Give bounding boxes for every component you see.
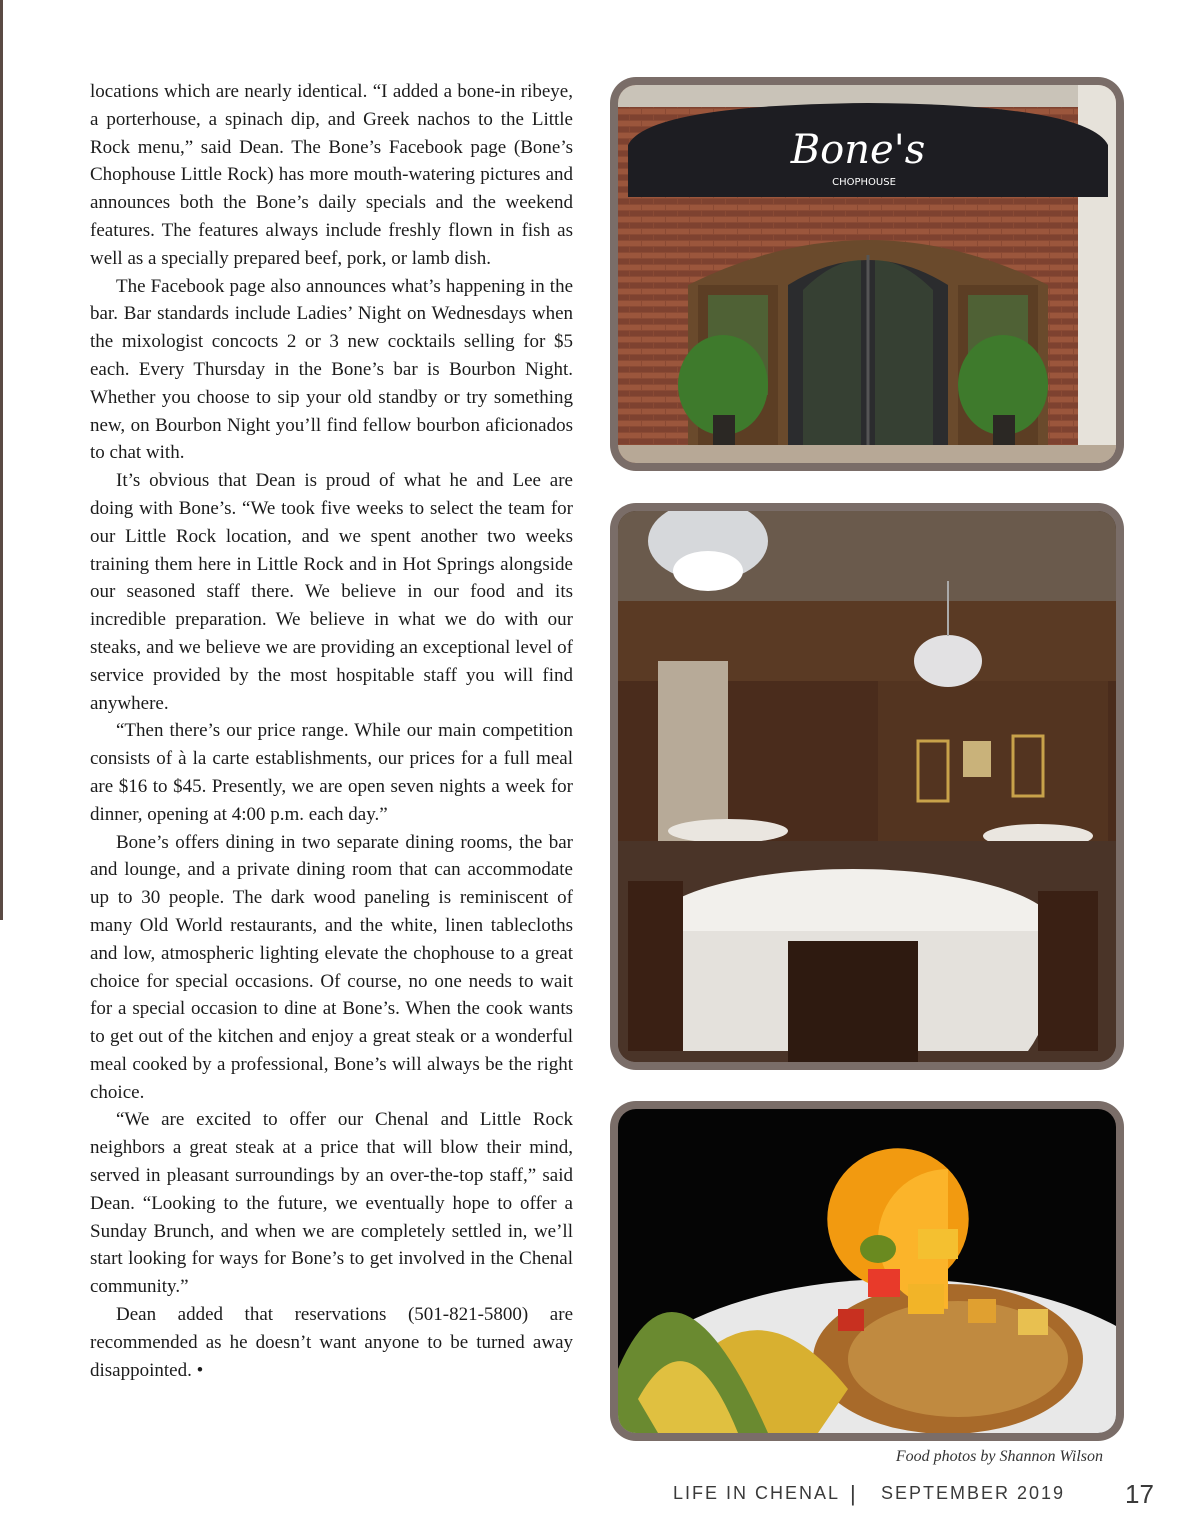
magazine-name: LIFE IN CHENAL xyxy=(673,1483,841,1503)
sign-script: Bone's xyxy=(790,127,926,173)
page-edge-mark xyxy=(0,0,3,920)
storefront-photo xyxy=(610,77,1124,471)
food-photo xyxy=(610,1101,1124,1441)
sign-subtitle: CHOPHOUSE xyxy=(832,177,896,188)
issue-date: SEPTEMBER 2019 xyxy=(881,1483,1066,1503)
article-paragraph: “Then there’s our price range. While our main competition consists of à la carte establishments, our prices for a full meal are $16 to $45. Presently, we are open seven nights a week for dinner, opening at 4:00 p.m. each day.” xyxy=(90,720,573,825)
photo-credit: Food photos by Shannon Wilson xyxy=(895,1448,1103,1465)
article-paragraph: “We are excited to offer our Chenal and Little Rock neighbors a great steak at a price that will blow their mind, served in pleasant surroundings by an over-the-top staff,” said Dean. “Looking to the future, we eventually hope to offer a Sunday Brunch, and when we are completely settled in, we’ll start looking for ways for Bone’s to get involved in the Chenal community.” xyxy=(90,1109,573,1298)
page-number: 17 xyxy=(1125,1479,1154,1509)
dining-room-photo xyxy=(610,503,1124,1070)
article-paragraph: The Facebook page also announces what’s happening in the bar. Bar standards include Ladies’ Night on Wednesdays when the mixologist concocts 2 or 3 new cocktails selling for $5 each. Every Thursday in the Bone’s bar is Bourbon Night. Whether you choose to sip your old standby or try something new, on Bourbon Night you’ll find fellow bourbon aficionados to chat with. xyxy=(90,275,573,464)
article-paragraph: Dean added that reservations (501-821-5800) are recommended as he doesn’t want anyone to be turned away disappointed. • xyxy=(90,1304,573,1381)
article-paragraph: Bone’s offers dining in two separate dining rooms, the bar and lounge, and a private dining room that can accommodate up to 30 people. The dark wood paneling is reminiscent of many Old World restaurants, and the white, linen tablecloths and low, atmospheric lighting elevate the chophouse to a great choice for special occasions. Of course, no one needs to wait for a special occasion to dine at Bone’s. When the cook wants to get out of the kitchen and enjoy a great steak or a wonderful meal cooked by a professional, Bone’s will always be the right choice. xyxy=(90,831,573,1103)
footer-separator: | xyxy=(850,1481,856,1506)
page-footer xyxy=(673,1481,1163,1511)
article-body xyxy=(90,78,573,1384)
article-paragraph: It’s obvious that Dean is proud of what he and Lee are doing with Bone’s. “We took five weeks to select the team for our Little Rock location, and we spent another two weeks training them here in Little Rock and in Hot Springs alongside our seasoned staff there. We believe in our food and its incredible preparation. We believe in what we do with our steaks, and we believe we are providing an exceptional level of service provided by the most hospitable staff you will find anywhere. xyxy=(90,470,573,714)
article-paragraph: locations which are nearly identical. “I added a bone-in ribeye, a porterhouse, a spinach dip, and Greek nachos to the Little Rock menu,” said Dean. The Bone’s Facebook page (Bone’s Chophouse Little Rock) has more mouth-watering pictures and announces both the Bone’s daily specials and the weekend features. The features always include freshly flown in fish as well as a specially prepared beef, pork, or lamb dish. xyxy=(90,81,573,269)
